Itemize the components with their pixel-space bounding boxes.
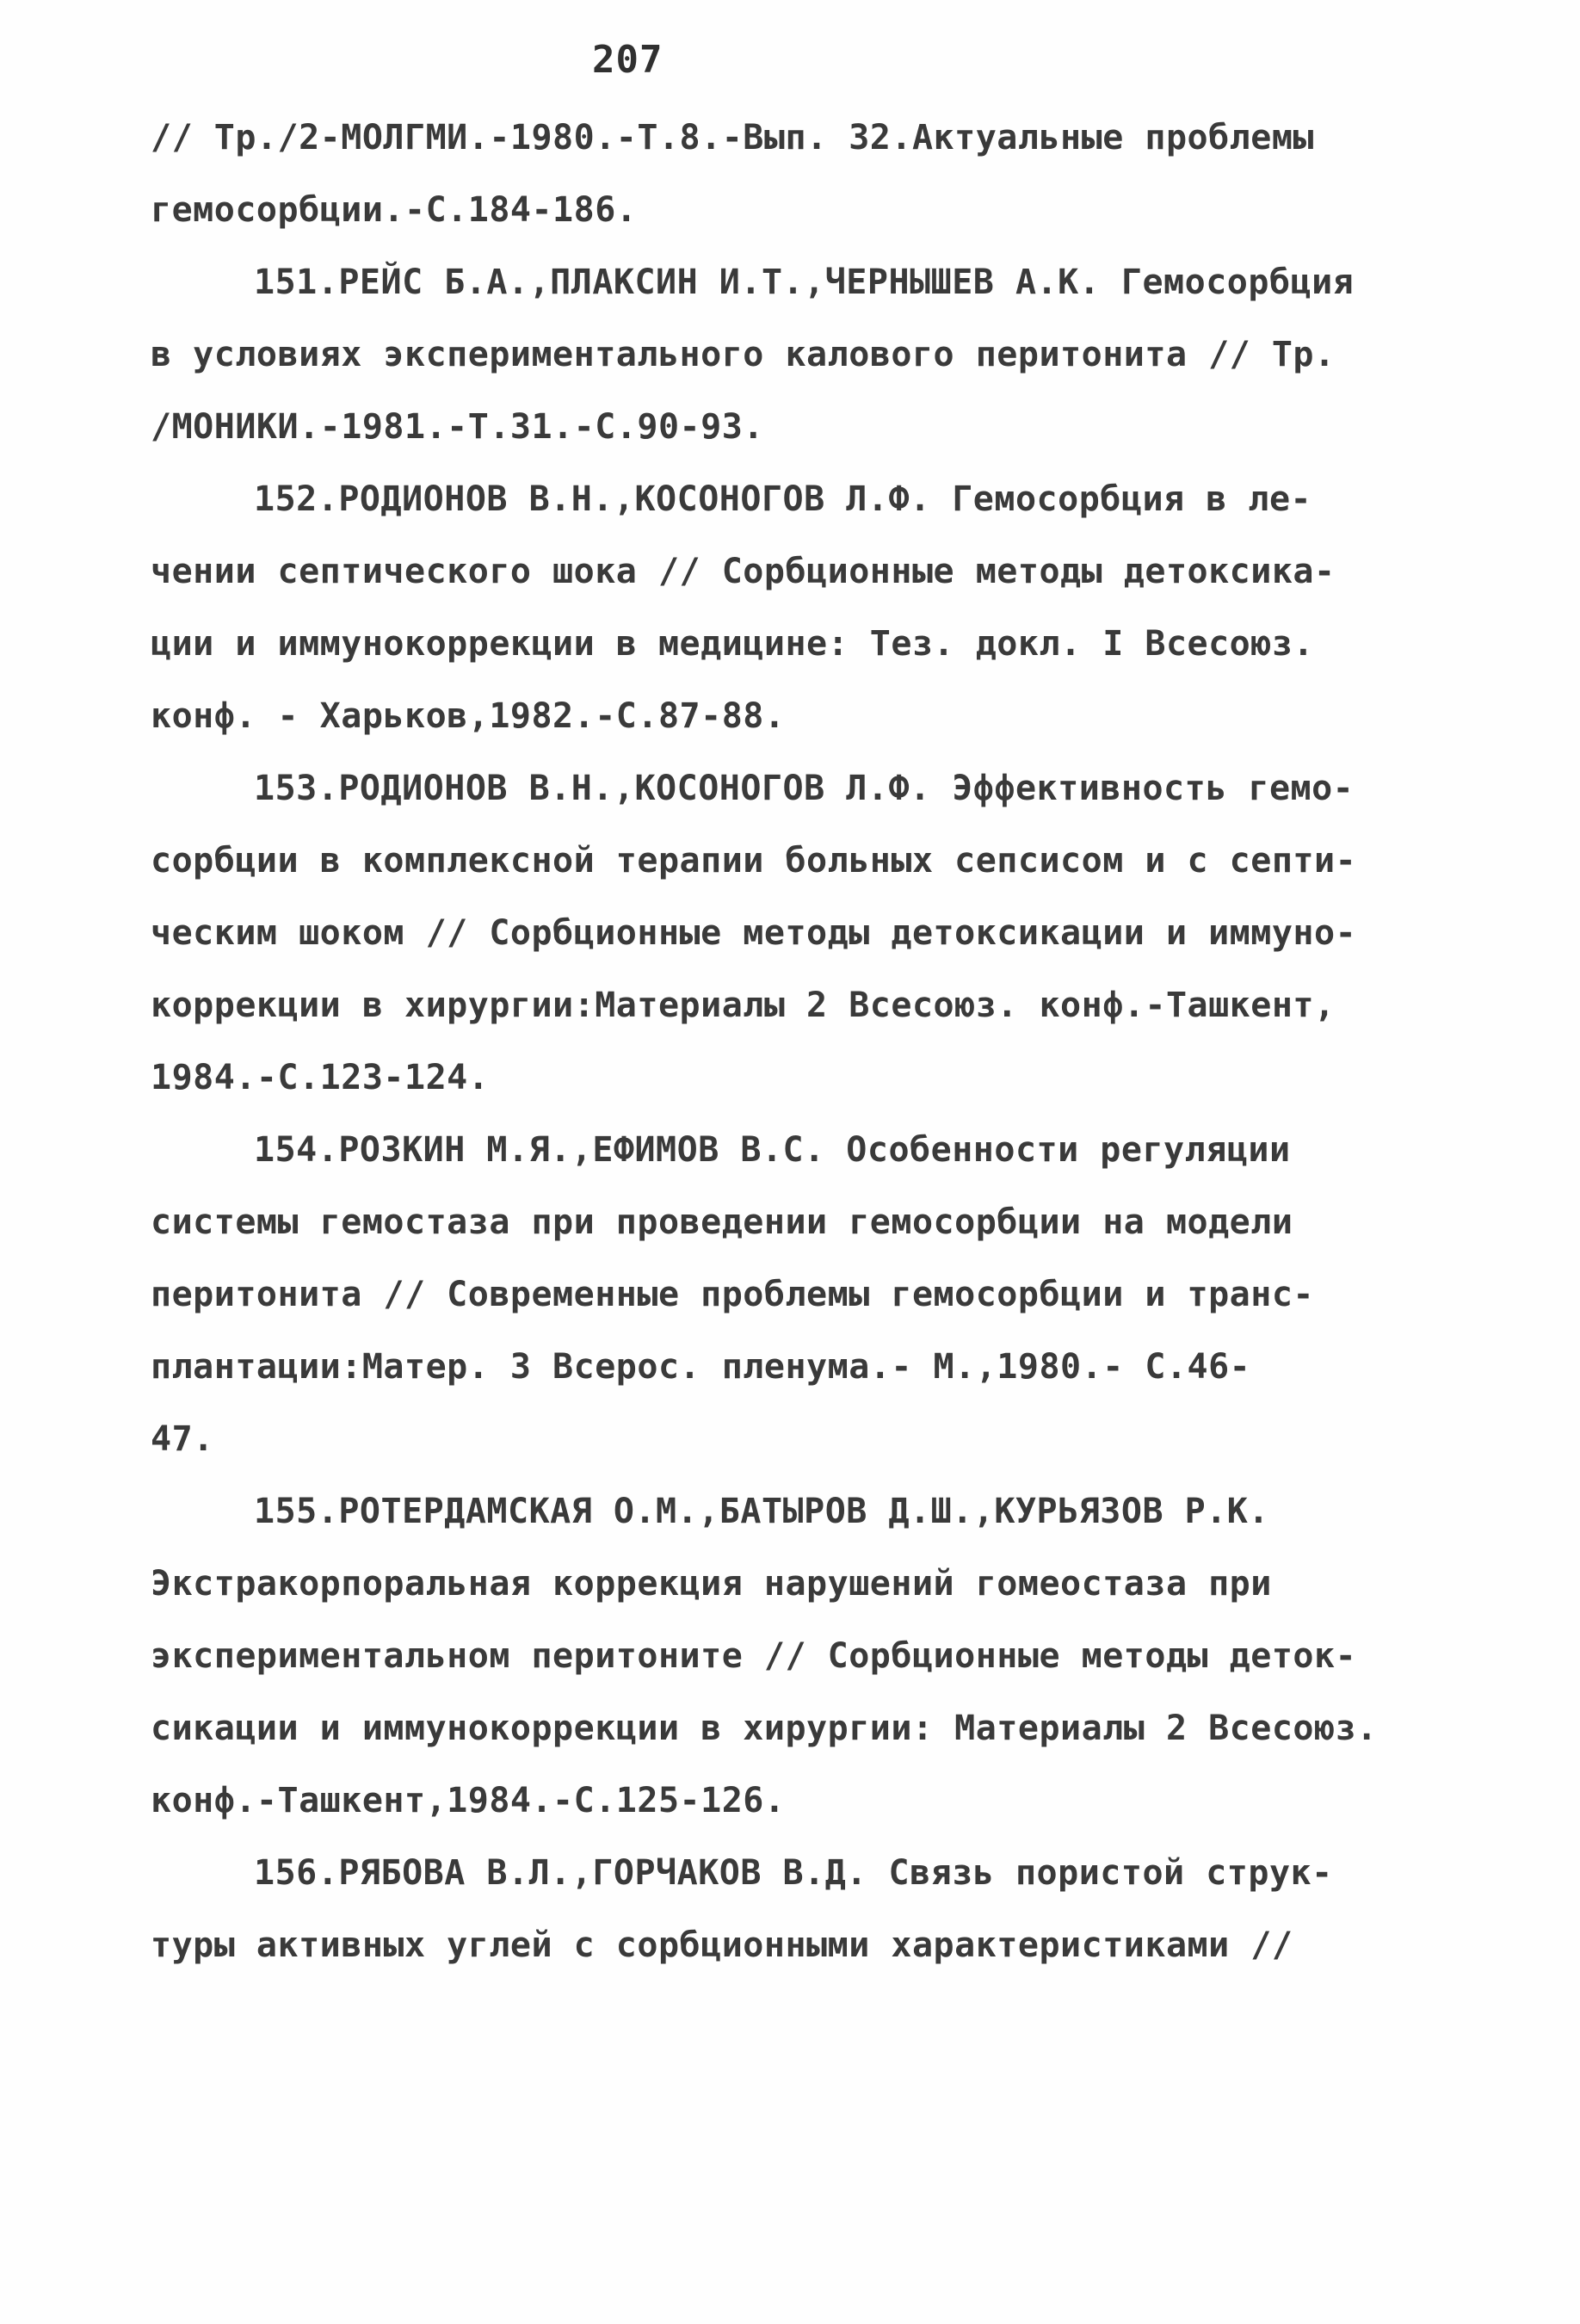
bibliography-line: коррекции в хирургии:Материалы 2 Всесоюз. конф.-Ташкент, (151, 986, 1336, 1025)
bibliography-line: гемосорбции.-С.184-186. (151, 190, 638, 230)
bibliography-line: сикации и иммунокоррекции в хирургии: Материалы 2 Всесоюз. (151, 1709, 1378, 1748)
bibliography-line: /МОНИКИ.-1981.-Т.31.-С.90-93. (151, 407, 764, 447)
bibliography-line: системы гемостаза при проведении гемосорбции на модели (151, 1202, 1293, 1242)
bibliography-line: туры активных углей с сорбционными характеристиками // (151, 1925, 1293, 1965)
bibliography-entry-first-line: 154.РОЗКИН М.Я.,ЕФИМОВ В.С. Особенности регуляции (254, 1130, 1291, 1170)
bibliography-text (151, 102, 1441, 1981)
bibliography-line: сорбции в комплексной терапии больных сепсисом и с септи- (151, 841, 1357, 881)
bibliography-entry-first-line: 156.РЯБОВА В.Л.,ГОРЧАКОВ В.Д. Связь пористой струк- (254, 1853, 1333, 1893)
bibliography-line: ческим шоком // Сорбционные методы детоксикации и иммуно- (151, 913, 1357, 953)
bibliography-line: плантации:Матер. 3 Всерос. пленума.- М.,1980.- С.46- (151, 1347, 1251, 1387)
bibliography-line: конф. - Харьков,1982.-С.87-88. (151, 696, 786, 736)
bibliography-entry-first-line: 153.РОДИОНОВ В.Н.,КОСОНОГОВ Л.Ф. Эффективность гемо- (254, 769, 1355, 808)
bibliography-entry-first-line: 151.РЕЙС Б.А.,ПЛАКСИН И.Т.,ЧЕРНЫШЕВ А.К. Гемосорбция (254, 263, 1355, 302)
bibliography-line: экспериментальном перитоните // Сорбционные методы деток- (151, 1636, 1357, 1676)
bibliography-line: в условиях экспериментального калового перитонита // Тр. (151, 335, 1336, 374)
bibliography-line: перитонита // Современные проблемы гемосорбции и транс- (151, 1275, 1315, 1314)
page-number: 207 (592, 38, 663, 82)
bibliography-line: // Тр./2-МОЛГМИ.-1980.-Т.8.-Вып. 32.Актуальные проблемы (151, 118, 1315, 158)
bibliography-line: чении септического шока // Сорбционные методы детоксика- (151, 552, 1336, 591)
bibliography-line: 47. (151, 1419, 214, 1459)
bibliography-line: ции и иммунокоррекции в медицине: Тез. докл. I Всесоюз. (151, 624, 1315, 664)
bibliography-line: Экстракорпоральная коррекция нарушений гомеостаза при (151, 1564, 1272, 1604)
bibliography-entry-first-line: 155.РОТЕРДАМСКАЯ О.М.,БАТЫРОВ Д.Ш.,КУРЬЯЗОВ Р.К. (254, 1492, 1269, 1531)
bibliography-line: 1984.-С.123-124. (151, 1058, 490, 1097)
bibliography-line: конф.-Ташкент,1984.-С.125-126. (151, 1781, 786, 1820)
bibliography-entry-first-line: 152.РОДИОНОВ В.Н.,КОСОНОГОВ Л.Ф. Гемосорбция в ле- (254, 479, 1312, 519)
